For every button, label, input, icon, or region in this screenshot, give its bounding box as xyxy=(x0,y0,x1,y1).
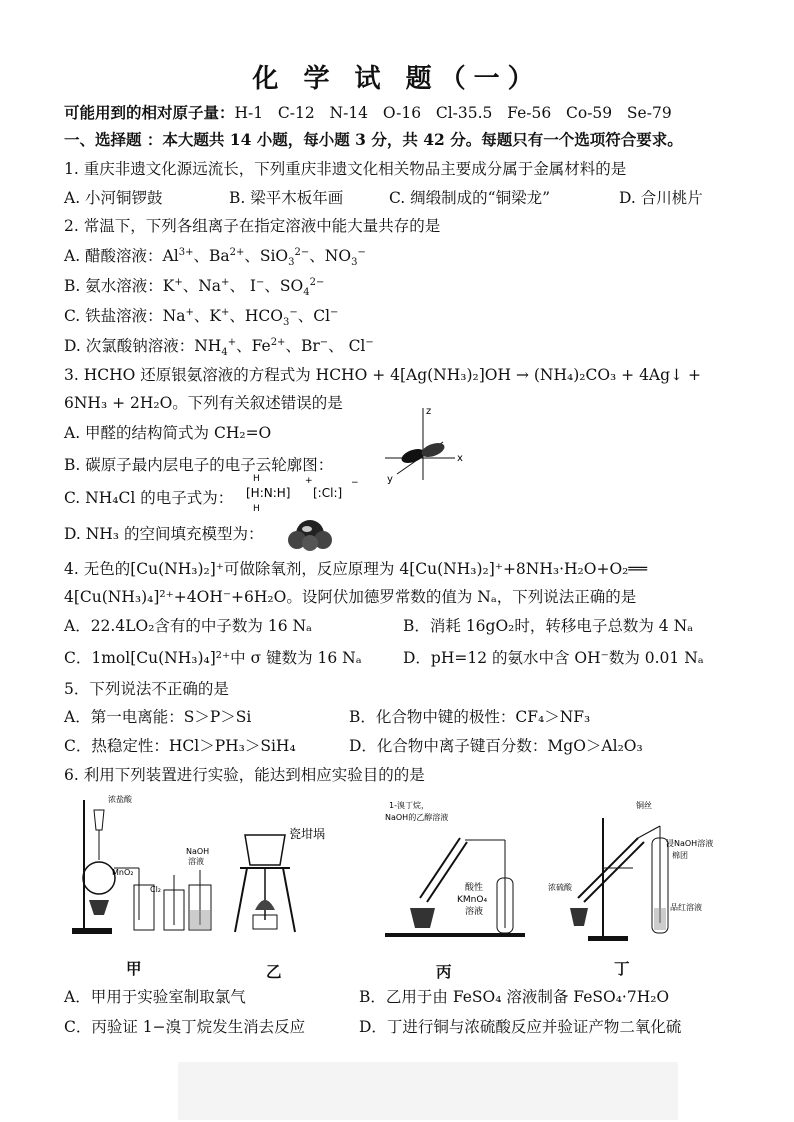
q4-option-a: A．22.4LO₂含有的中子数为 16 Nₐ xyxy=(64,617,313,635)
q5-option-c: C．热稳定性：HCl＞PH₃＞SiH₄ xyxy=(64,737,296,755)
q2-option-d: D. 次氯酸钠溶液：$NH_4^+$、$Fe^{2+}$、Br−、 Cl− xyxy=(64,336,374,359)
atomic-masses-line xyxy=(64,101,672,123)
q1-option-c: C. 绸缎制成的“铜梁龙” xyxy=(389,189,551,207)
jia-label-solution: 溶液 xyxy=(188,857,204,866)
bing-label-solution: 溶液 xyxy=(465,907,484,917)
ding-label-conc-h2so4: 浓硫酸 xyxy=(548,883,572,892)
section-header: 一、选择题 ：本大题共 14 小题，每小题 3 分，共 42 分。每题只有一个选项符合要求。 xyxy=(64,130,683,149)
axis-x-label: x xyxy=(457,453,463,464)
q5-stem: 5．下列说法不正确的是 xyxy=(64,680,229,698)
fig-caption-jia: 甲 xyxy=(126,959,142,978)
ding-label-magenta: 品红溶液 xyxy=(670,903,702,912)
ding-label-copper-wire: 铜丝 xyxy=(636,801,652,810)
svg-text:−: − xyxy=(351,478,359,488)
q3-stem-line1: 3. HCHO 还原银氨溶液的方程式为 HCHO + 4[Ag(NH₃)₂]OH → (NH₄)₂CO₃ + 4Ag↓ + xyxy=(64,366,701,384)
svg-text:[H:N:H]: [H:N:H] xyxy=(246,486,291,500)
bing-label-acidic: 酸性 xyxy=(465,883,484,893)
p-orbital-diagram xyxy=(375,402,470,487)
q3-option-b: B. 碳原子最内层电子的电子云轮廓图： xyxy=(64,456,334,474)
bing-label-bromobutane: 1-溴丁烷， xyxy=(389,801,429,810)
q4-option-d: D．pH=12 的氨水中含 OH⁻数为 0.01 Nₐ xyxy=(403,649,704,667)
svg-text:+: + xyxy=(305,476,313,486)
atomic-masses-values: H-1 C-12 N-14 O-16 Cl-35.5 Fe-56 Co-59 Se-79 xyxy=(234,104,672,122)
q2-c-prefix: C. 铁盐溶液： xyxy=(64,307,163,325)
q3-option-d: D. NH₃ 的空间填充模型为： xyxy=(64,525,264,543)
ding-label-naoh-soaked: 浸NaOH溶液 xyxy=(666,839,714,848)
jia-label-cl2: Cl₂ xyxy=(150,885,162,894)
q4-option-b: B．消耗 16gO₂时，转移电子总数为 4 Nₐ xyxy=(403,617,694,635)
q1-stem: 1. 重庆非遗文化源远流长，下列重庆非遗文化相关物品主要成分属于金属材料的是 xyxy=(64,160,627,178)
q2-b-prefix: B. 氨水溶液： xyxy=(64,277,163,295)
footer-watermark-area xyxy=(178,1062,678,1120)
q2-option-a: A. 醋酸溶液：$Al^{3+}$、$Ba^{2+}$、SiO$_3^{2-}$、$NO_3^-$ xyxy=(64,246,366,269)
q6-option-c: C．丙验证 1−溴丁烷发生消去反应 xyxy=(64,1018,306,1036)
jia-label-naoh: NaOH xyxy=(186,847,210,856)
q1-option-b: B. 梁平木板年画 xyxy=(229,189,344,207)
q6-stem: 6. 利用下列装置进行实验，能达到相应实验目的的是 xyxy=(64,766,425,784)
axis-z-label: z xyxy=(426,406,432,417)
nh3-space-filling-model xyxy=(285,515,335,551)
atomic-masses-label: 可能用到的相对原子量： xyxy=(64,103,235,122)
q3-option-a: A. 甲醛的结构简式为 CH₂=O xyxy=(64,424,272,442)
fig-caption-ding: 丁 xyxy=(614,959,630,978)
bing-label-naoh-ethanol: NaOH的乙醇溶液 xyxy=(385,813,449,822)
q2-stem: 2. 常温下，下列各组离子在指定溶液中能大量共存的是 xyxy=(64,217,441,235)
q4-stem-line1: 4. 无色的[Cu(NH₃)₂]⁺可做除氧剂，反应原理为 4[Cu(NH₃)₂]⁺+8NH₃·H₂O+O₂══ xyxy=(64,560,648,578)
highlight xyxy=(302,526,312,532)
apparatus-jia xyxy=(64,790,214,940)
q3-stem-line2: 6NH₃ + 2H₂O。下列有关叙述错误的是 xyxy=(64,394,343,412)
orbital-lobe-right xyxy=(420,440,447,459)
yi-label-crucible: 瓷坩埚 xyxy=(289,827,326,841)
q4-stem-line2: 4[Cu(NH₃)₄]²⁺+4OH⁻+6H₂O。设阿伏加德罗常数的值为 Nₐ，下列说法正确的是 xyxy=(64,588,637,606)
axis-y-label: y xyxy=(387,474,393,485)
q2-option-b: B. 氨水溶液：K+、Na+、 I−、$SO_4^{2-}$ xyxy=(64,276,325,299)
page-title: 化 学 试 题（一） xyxy=(252,64,542,94)
q1-option-a: A. 小河铜锣鼓 xyxy=(64,189,163,207)
apparatus-yi xyxy=(225,820,345,945)
jia-label-hcl: 浓盐酸 xyxy=(108,795,132,804)
q1-option-d: D. 合川桃片 xyxy=(619,189,703,207)
hydrogen-sphere-3 xyxy=(302,535,318,551)
apparatus-ding xyxy=(548,798,723,943)
q5-option-b: B．化合物中键的极性：CF₄＞NF₃ xyxy=(349,708,591,726)
svg-text:H: H xyxy=(253,504,260,514)
svg-text:H: H xyxy=(253,474,260,484)
q5-option-d: D．化合物中离子键百分数：MgO＞Al₂O₃ xyxy=(349,737,643,755)
q6-option-d: D．丁进行铜与浓硫酸反应并验证产物二氧化硫 xyxy=(359,1018,682,1036)
q2-d-prefix: D. 次氯酸钠溶液： xyxy=(64,337,195,355)
fig-caption-yi: 乙 xyxy=(266,962,282,981)
q6-option-a: A．甲用于实验室制取氯气 xyxy=(64,988,246,1006)
q5-option-a: A．第一电离能：S＞P＞Si xyxy=(64,708,252,726)
fig-caption-bing: 丙 xyxy=(436,962,452,981)
jia-label-mno2: MnO₂ xyxy=(112,868,134,877)
q3-option-c: C. NH₄Cl 的电子式为： xyxy=(64,489,234,507)
apparatus-bing xyxy=(385,798,535,943)
svg-text:[:Cl:]: [:Cl:] xyxy=(313,486,343,500)
q2-option-c: C. 铁盐溶液：Na+、K+、$HCO_3^-$、Cl− xyxy=(64,306,339,329)
bing-label-kmno4: KMnO₄ xyxy=(457,895,488,905)
q6-option-b: B．乙用于由 FeSO₄ 溶液制备 FeSO₄·7H₂O xyxy=(359,988,670,1006)
nh4cl-electron-formula xyxy=(243,471,363,515)
ding-label-cotton: 棉团 xyxy=(672,851,688,860)
q4-option-c: C．1mol[Cu(NH₃)₄]²⁺中 σ 键数为 16 Nₐ xyxy=(64,649,362,667)
q2-a-prefix: A. 醋酸溶液： xyxy=(64,247,163,265)
